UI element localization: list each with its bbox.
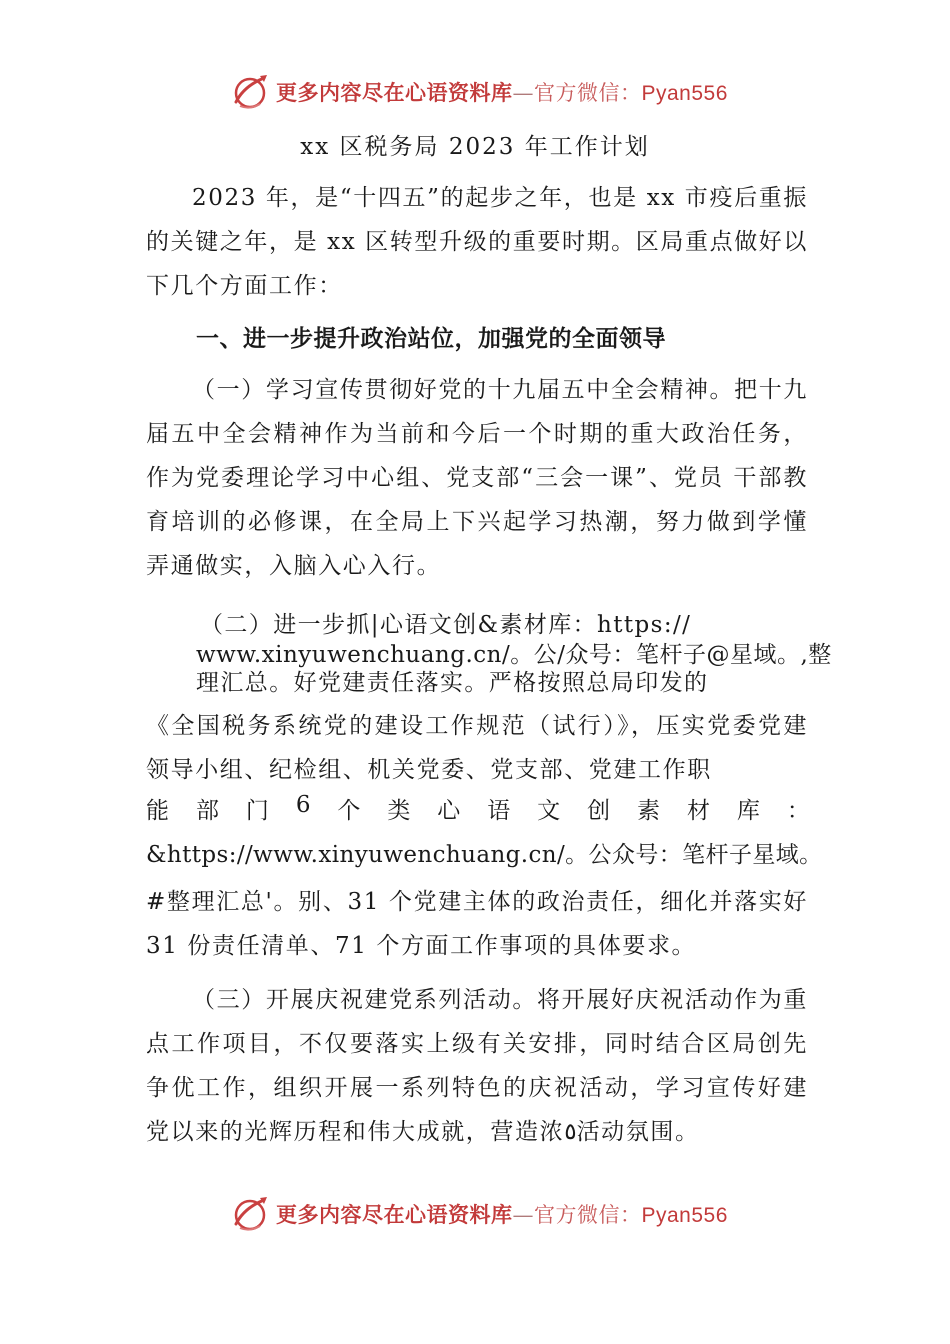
watermark-text bbox=[276, 77, 728, 107]
item-2-spread-line bbox=[146, 792, 810, 825]
spread-char: 心 bbox=[437, 798, 461, 824]
item-2-line-3: 理汇总。好党建责任落实。严格按照总局印发的 bbox=[196, 670, 709, 696]
spread-char: 个 bbox=[337, 798, 361, 824]
item-2-url-line: &https://www.xinyuwenchuang.cn/。公众号：笔杆子星域。 bbox=[146, 842, 823, 868]
footer-watermark-banner bbox=[230, 1192, 728, 1236]
spread-char: 语 bbox=[487, 798, 511, 824]
item-2-line-1: （二）进一步抓|心语文创&素材库：https:// bbox=[200, 612, 692, 638]
watermark-text bbox=[276, 1199, 728, 1229]
pen-logo-icon bbox=[230, 72, 270, 112]
watermark-brand: 更多内容尽在心语资料库 bbox=[276, 80, 513, 105]
section-heading: 一、进一步提升政治站位，加强党的全面领导 bbox=[196, 326, 666, 352]
watermark-brand: 更多内容尽在心语资料库 bbox=[276, 1202, 513, 1227]
spread-char: 文 bbox=[537, 798, 561, 824]
watermark-wechat-id: Pyan556 bbox=[641, 1204, 728, 1227]
item-3-paragraph: （三）开展庆祝建党系列活动。将开展好庆祝活动作为重点工作项目，不仅要落实上级有关安排，同时结合区局创先争优工作，组织开展一系列特色的庆祝活动，学习宣传好建党以来的光辉历程和伟大成就，营造浓٥活动氛围。 bbox=[146, 987, 808, 1145]
watermark-official-label: 官方微信： bbox=[534, 1203, 642, 1227]
document-title: xx 区税务局 2023 年工作计划 bbox=[300, 134, 650, 160]
header-watermark-banner bbox=[230, 70, 728, 114]
intro-paragraph: 2023 年，是“十四五”的起步之年，也是 xx 市疫后重振的关键之年，是 xx 区转型升级的重要时期。区局重点做好以下几个方面工作： bbox=[146, 185, 808, 299]
item-2-paragraph-rest: 《全国税务系统党的建设工作规范（试行）》，压实党委党建领导小组、纪检组、机关党委、党支部、党建工作职 bbox=[146, 713, 808, 783]
spread-char: 创 bbox=[587, 798, 611, 824]
watermark-wechat-id: Pyan556 bbox=[641, 82, 728, 105]
spread-char: 类 bbox=[387, 798, 411, 824]
spread-char: 素 bbox=[637, 798, 661, 824]
spread-char: 能 bbox=[146, 798, 169, 824]
pen-logo-icon bbox=[230, 1194, 270, 1234]
item-1-paragraph: （一）学习宣传贯彻好党的十九届五中全会精神。把十九届五中全会精神作为当前和今后一个时期的重大政治任务，作为党委理论学习中心组、党支部“三会一课”、党员 干部教育培训的必修课，在全局上下兴起学习热潮，努力做到学懂弄通做实，入脑入心入行。 bbox=[146, 377, 808, 579]
spread-char: 6 bbox=[295, 792, 311, 818]
watermark-dash: — bbox=[512, 1203, 534, 1227]
watermark-dash: — bbox=[512, 81, 534, 105]
spread-char: 门 bbox=[245, 798, 269, 824]
spread-char: ： bbox=[786, 798, 810, 824]
item-2-line-2: www.xinyuwenchuang.cn/。公/众号：笔杆子@星域。,整 bbox=[196, 642, 832, 668]
spread-char: 库 bbox=[736, 798, 760, 824]
spread-char: 部 bbox=[195, 798, 219, 824]
watermark-official-label: 官方微信： bbox=[534, 81, 642, 105]
item-2-paragraph-tail: #整理汇总'。别、31 个党建主体的政治责任，细化并落实好 31 份责任清单、71 个方面工作事项的具体要求。 bbox=[146, 889, 808, 959]
spread-char: 材 bbox=[686, 798, 710, 824]
